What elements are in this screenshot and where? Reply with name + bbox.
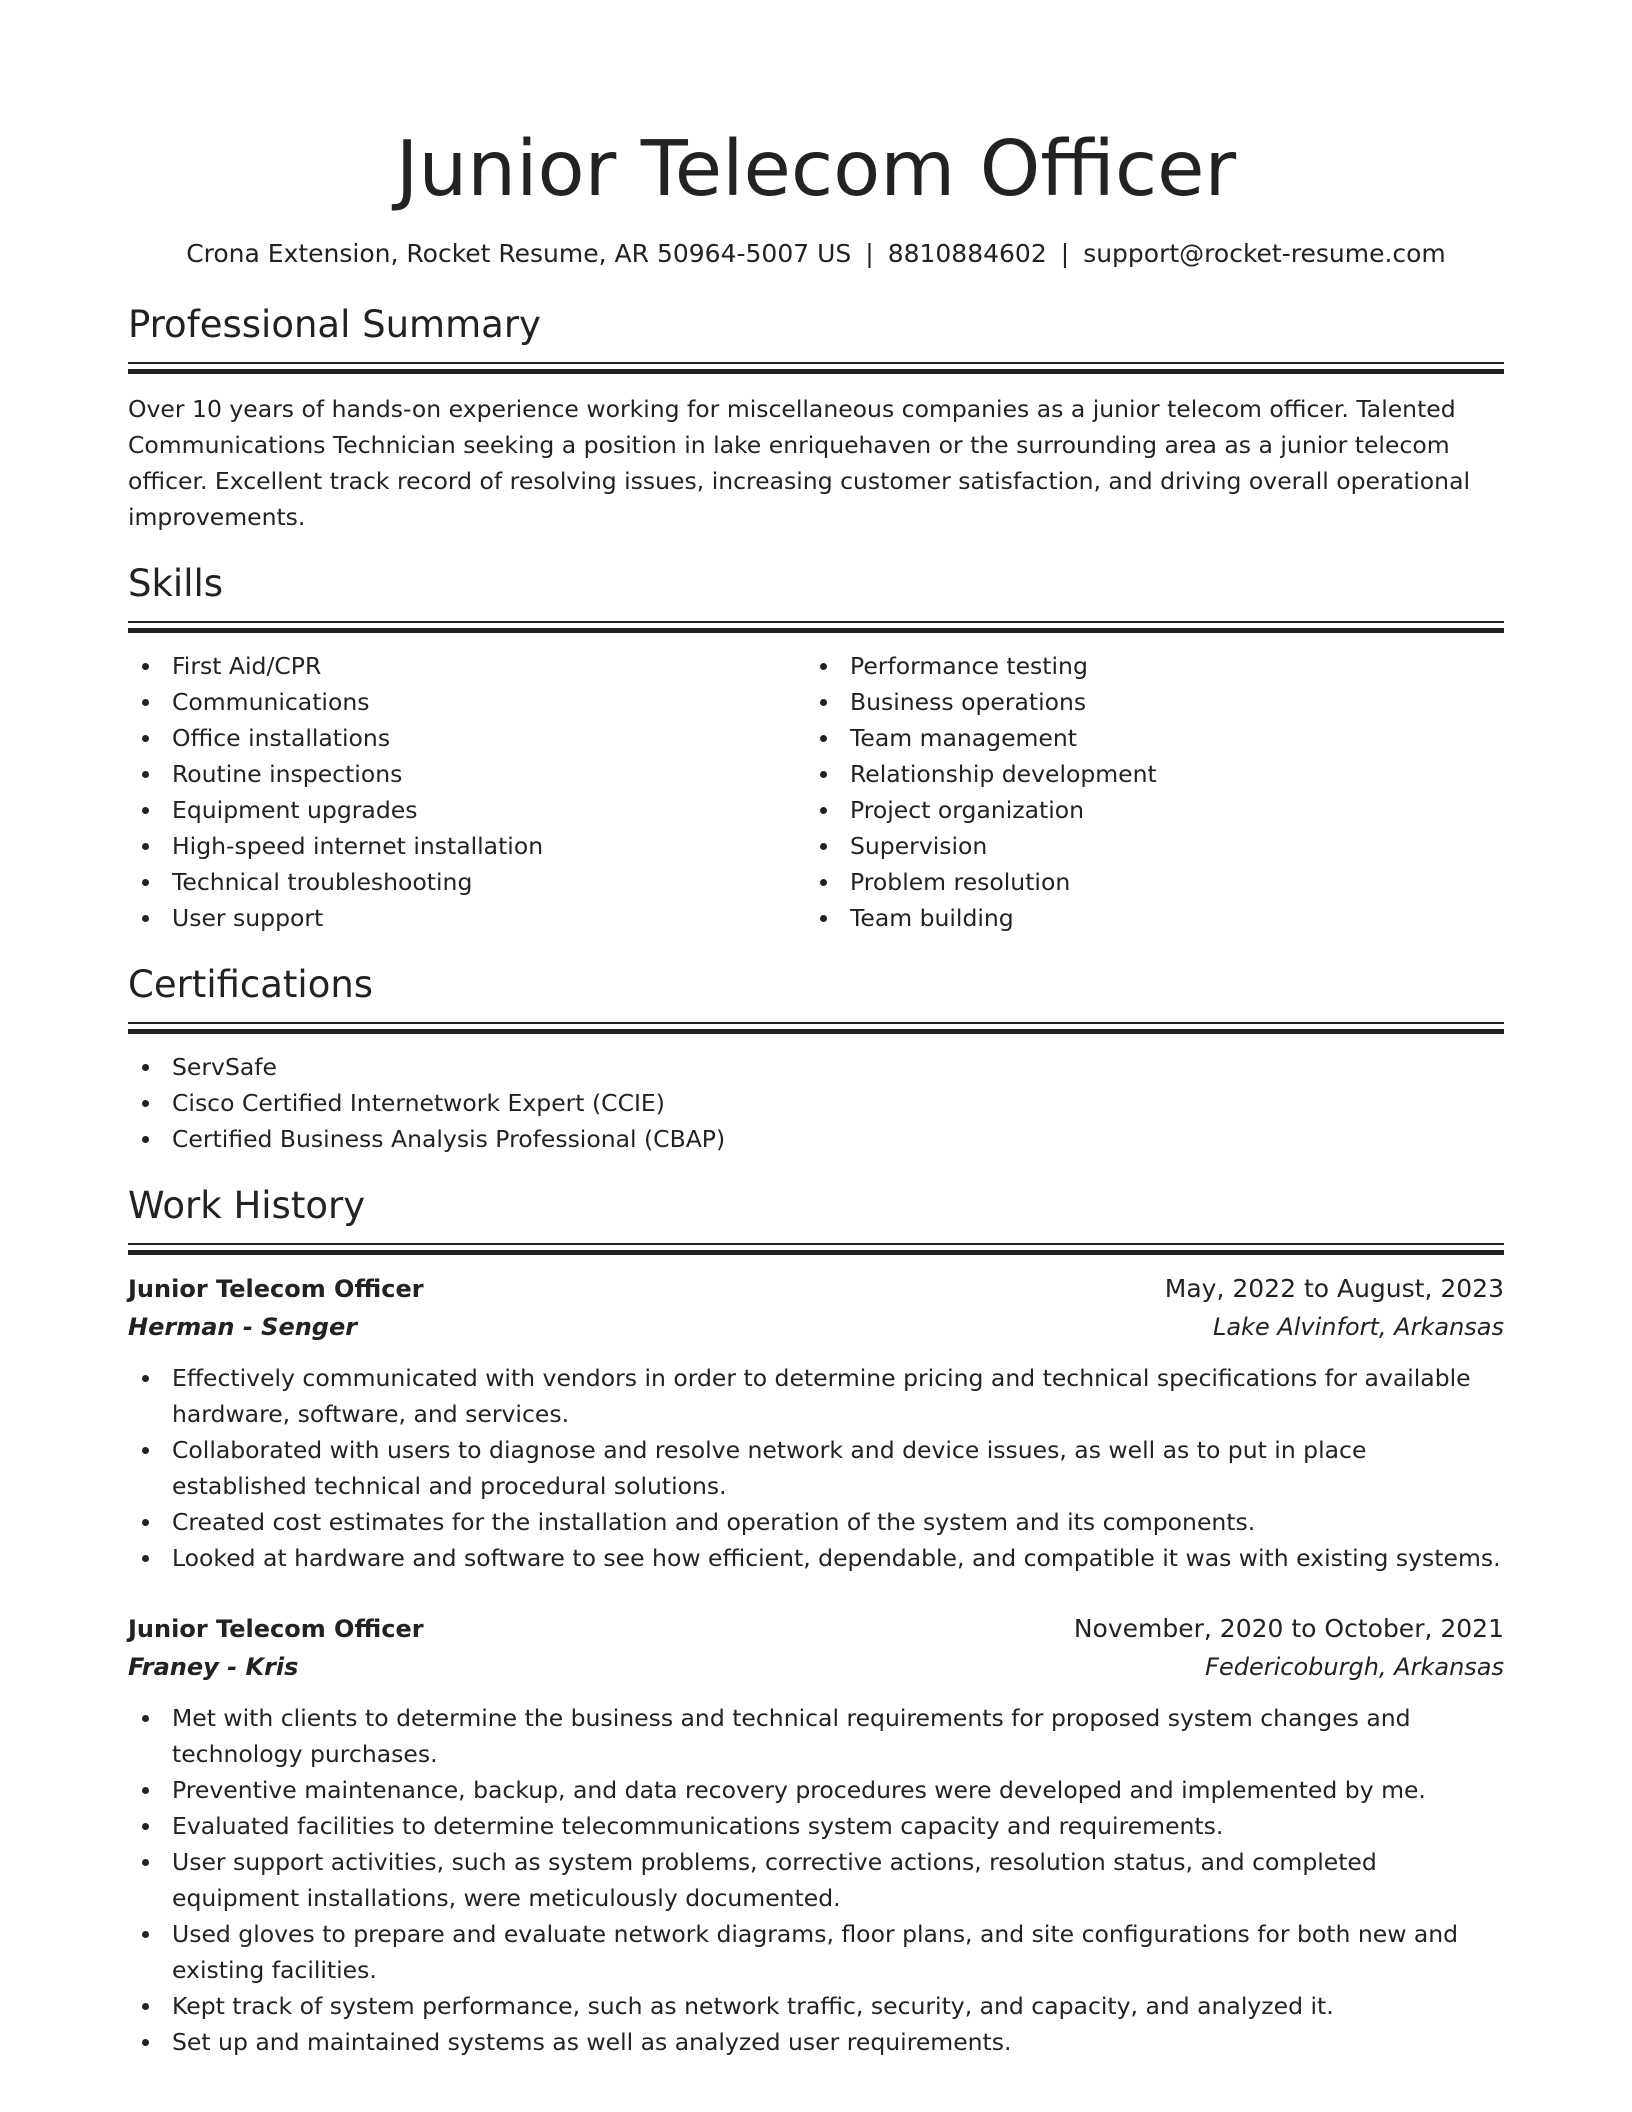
job-dates: November, 2020 to October, 2021 (1073, 1614, 1504, 1643)
contact-address: Crona Extension, Rocket Resume, AR 50964-5007 US (186, 239, 852, 268)
job-bullet: Looked at hardware and software to see how efficient, dependable, and compatible it was with existing systems. (128, 1540, 1504, 1576)
job-title: Junior Telecom Officer (128, 1275, 424, 1303)
job-bullet: Preventive maintenance, backup, and data recovery procedures were developed and implemented by me. (128, 1772, 1504, 1808)
skills-grid (128, 634, 1504, 936)
skill-item: Office installations (128, 720, 806, 756)
section-divider (128, 1243, 1504, 1256)
contact-separator: | (865, 239, 874, 268)
section-divider (128, 1022, 1504, 1035)
certification-item: Cisco Certified Internetwork Expert (CCIE) (128, 1085, 1504, 1121)
job-bullet: Used gloves to prepare and evaluate network diagrams, floor plans, and site configurations for both new and existing facilities. (128, 1916, 1504, 1988)
skills-list-right (806, 648, 1484, 936)
summary-section (128, 300, 1504, 535)
job-bullet: Evaluated facilities to determine telecommunications system capacity and requirements. (128, 1808, 1504, 1844)
contact-separator: | (1060, 239, 1070, 268)
summary-text: Over 10 years of hands-on experience working for miscellaneous companies as a junior telecom officer. Talented Communications Technician seeking a position in lake enriquehaven or the surrounding area as a junior telecom officer. Excellent track record of resolving issues, increasing customer satisfaction, and driving overall operational improvements. (128, 395, 1471, 531)
skill-item: Communications (128, 684, 806, 720)
job-company: Franey - Kris (128, 1653, 299, 1681)
skills-section (128, 559, 1504, 936)
skill-item: Technical troubleshooting (128, 864, 806, 900)
contact-phone: 8810884602 (887, 239, 1047, 268)
skills-heading: Skills (128, 562, 224, 605)
job-entry (128, 1610, 1504, 2060)
resume-page (128, 0, 1504, 2060)
skill-item: Project organization (806, 792, 1484, 828)
job-bullet: Met with clients to determine the business and technical requirements for proposed system changes and technology purchases. (128, 1700, 1504, 1772)
job-subheader (128, 1648, 1504, 1686)
job-bullet: Kept track of system performance, such as network traffic, security, and capacity, and analyzed it. (128, 1988, 1504, 2024)
certification-item: ServSafe (128, 1049, 1504, 1085)
job-title: Junior Telecom Officer (128, 1615, 424, 1643)
section-divider (128, 362, 1504, 375)
certifications-heading: Certifications (128, 963, 374, 1006)
resume-title: Junior Telecom Officer (395, 125, 1237, 214)
skill-item: Performance testing (806, 648, 1484, 684)
skill-item: Team building (806, 900, 1484, 936)
certifications-list (128, 1049, 1504, 1157)
job-bullets (128, 1360, 1504, 1576)
job-location: Lake Alvinfort, Arkansas (1212, 1313, 1504, 1341)
section-divider (128, 621, 1504, 634)
job-location: Federicoburgh, Arkansas (1205, 1653, 1504, 1681)
contact-email: support@rocket-resume.com (1083, 239, 1446, 268)
job-bullet: Set up and maintained systems as well as analyzed user requirements. (128, 2024, 1504, 2060)
skill-item: Problem resolution (806, 864, 1484, 900)
job-header (128, 1270, 1504, 1308)
job-bullets (128, 1700, 1504, 2060)
job-bullet: User support activities, such as system problems, corrective actions, resolution status, and completed equipment installations, were meticulously documented. (128, 1844, 1504, 1916)
skill-item: Team management (806, 720, 1484, 756)
contact-line (128, 236, 1504, 272)
skills-list-left (128, 648, 806, 936)
job-bullet: Collaborated with users to diagnose and resolve network and device issues, as well as to put in place established technical and procedural solutions. (128, 1432, 1504, 1504)
skill-item: Equipment upgrades (128, 792, 806, 828)
job-dates: May, 2022 to August, 2023 (1164, 1274, 1504, 1303)
skill-item: Business operations (806, 684, 1484, 720)
work-history-section (128, 1181, 1504, 2060)
skill-item: First Aid/CPR (128, 648, 806, 684)
job-company: Herman - Senger (128, 1313, 358, 1341)
certifications-section (128, 960, 1504, 1157)
skill-item: Routine inspections (128, 756, 806, 792)
summary-heading: Professional Summary (128, 303, 541, 346)
skill-item: Relationship development (806, 756, 1484, 792)
skill-item: Supervision (806, 828, 1484, 864)
skill-item: User support (128, 900, 806, 936)
job-bullet: Created cost estimates for the installation and operation of the system and its components. (128, 1504, 1504, 1540)
job-entry (128, 1270, 1504, 1576)
job-bullet: Effectively communicated with vendors in order to determine pricing and technical specifications for available hardware, software, and services. (128, 1360, 1504, 1432)
work-history-heading: Work History (128, 1184, 366, 1227)
job-header (128, 1610, 1504, 1648)
skill-item: High-speed internet installation (128, 828, 806, 864)
job-subheader (128, 1308, 1504, 1346)
certification-item: Certified Business Analysis Professional (CBAP) (128, 1121, 1504, 1157)
